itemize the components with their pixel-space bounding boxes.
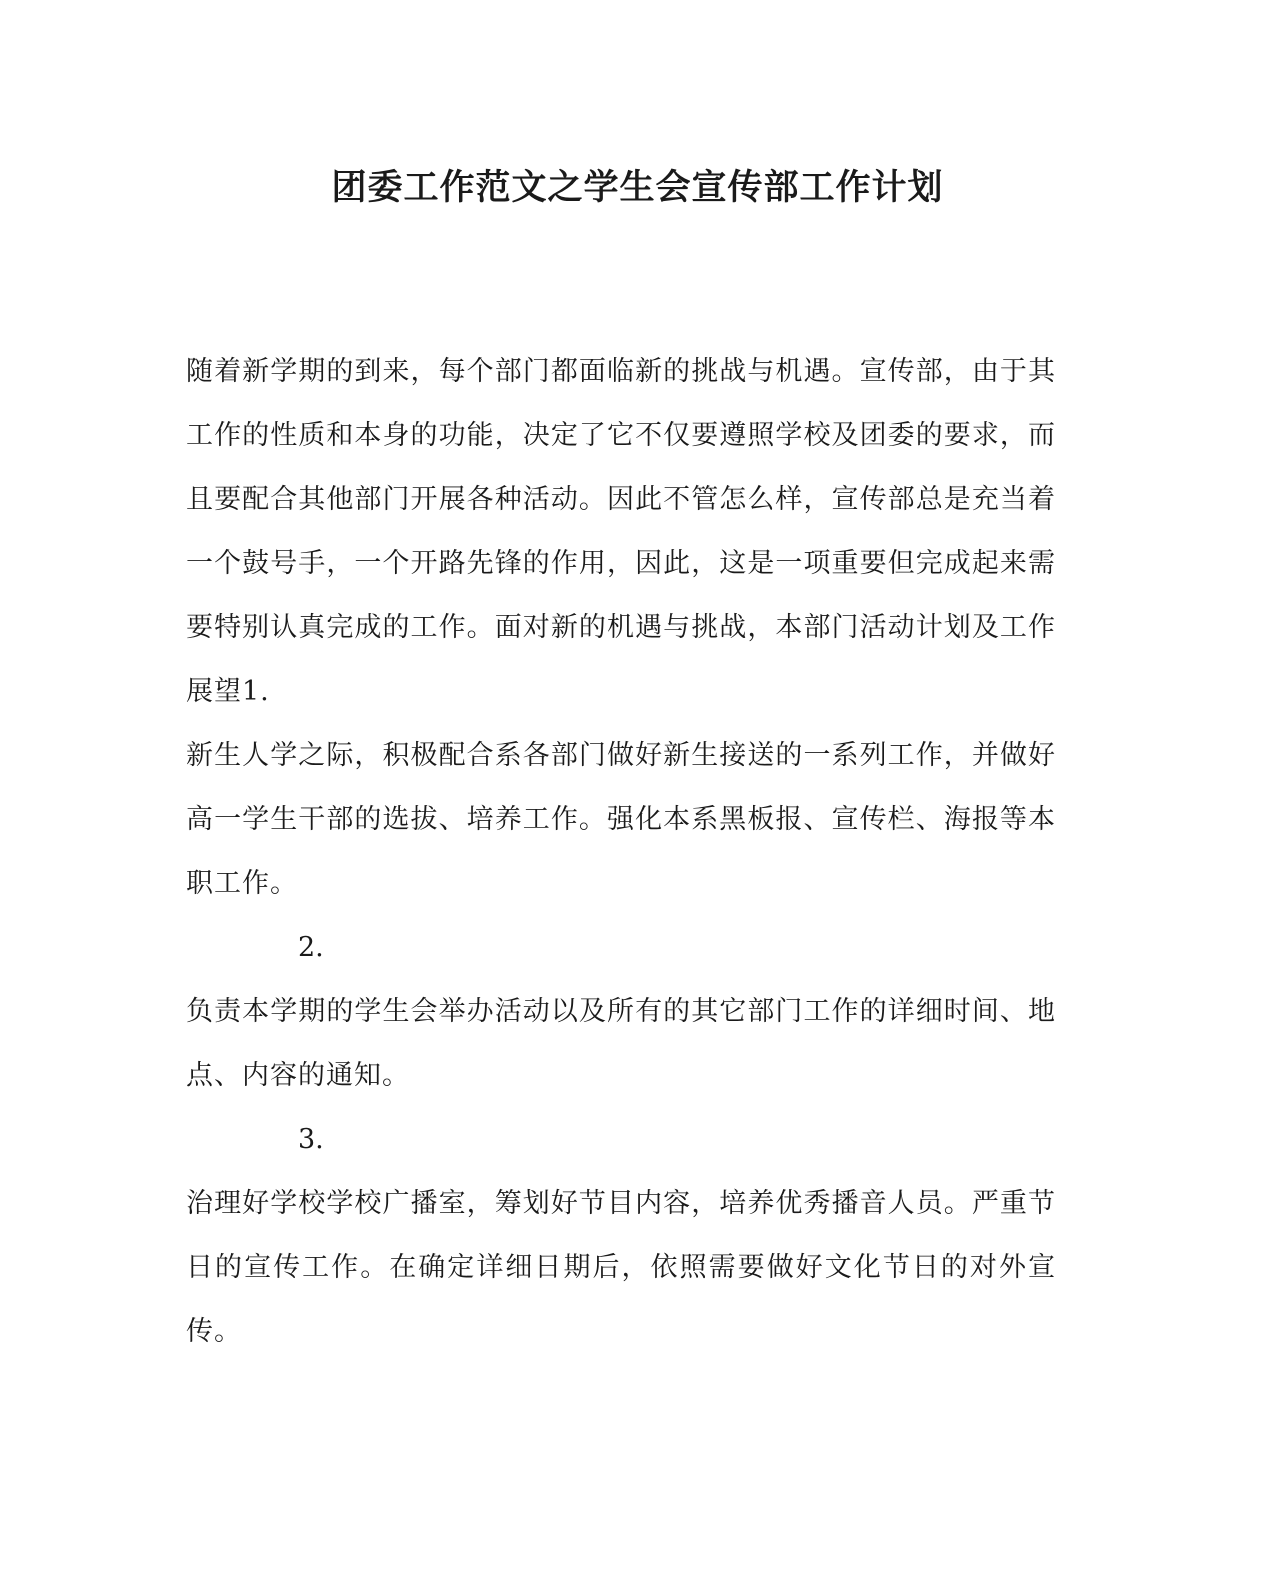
- document-body: [186, 340, 1056, 1364]
- item-number-2: 2.: [298, 932, 324, 963]
- paragraph-item-3: 治理好学校学校广播室，筹划好节目内容，培养优秀播音人员。严重节日的宣传工作。在确定详细日期后，依照需要做好文化节日的对外宣传。: [186, 1188, 1056, 1347]
- document-title: 团委工作范文之学生会宣传部工作计划: [331, 167, 944, 208]
- item-number-3: 3.: [298, 1124, 324, 1155]
- paragraph-item-1: 新生人学之际，积极配合系各部门做好新生接送的一系列工作，并做好高一学生干部的选拔、培养工作。强化本系黑板报、宣传栏、海报等本职工作。: [186, 740, 1056, 899]
- paragraph-intro: 随着新学期的到来，每个部门都面临新的挑战与机遇。宣传部，由于其工作的性质和本身的功能，决定了它不仅要遵照学校及团委的要求，而且要配合其他部门开展各种活动。因此不管怎么样，宣传部总是充当着一个鼓号手，一个开路先锋的作用，因此，这是一项重要但完成起来需要特别认真完成的工作。面对新的机遇与挑战，本部门活动计划及工作展望1.: [186, 356, 1056, 707]
- paragraph-item-2: 负责本学期的学生会举办活动以及所有的其它部门工作的详细时间、地点、内容的通知。: [186, 996, 1056, 1091]
